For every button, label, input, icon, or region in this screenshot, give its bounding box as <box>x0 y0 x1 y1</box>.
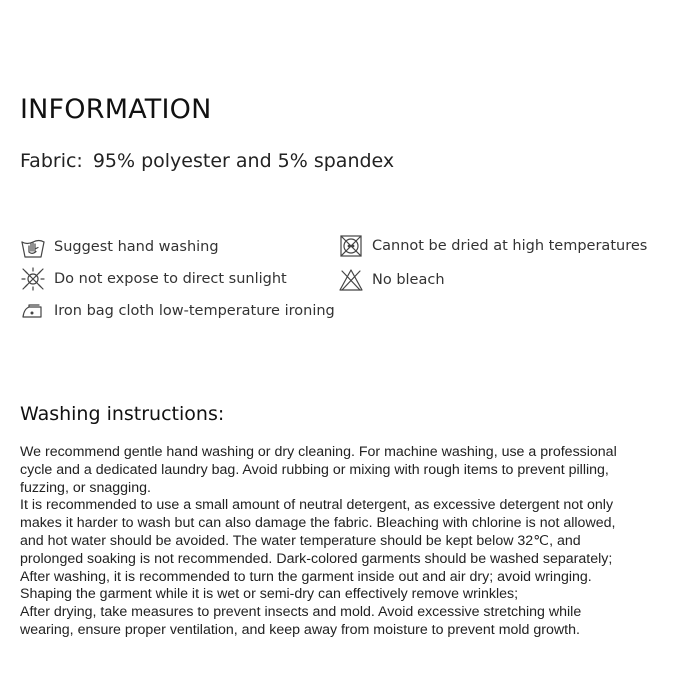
fabric-value: 95% polyester and 5% spandex <box>92 150 395 172</box>
care-item-no-tumble-dry <box>338 233 647 259</box>
paragraph-line: Shaping the garment while it is wet or semi-dry can effectively remove wrinkles; <box>20 586 519 603</box>
care-label: Suggest hand washing <box>54 239 219 255</box>
paragraph-line: makes it harder to wash but can also damage the fabric. Bleaching with chlorine is not allowed, <box>20 515 616 532</box>
page-title: INFORMATION <box>20 94 212 125</box>
care-label: Cannot be dried at high temperatures <box>372 238 648 254</box>
care-label: Iron bag cloth low-temperature ironing <box>54 303 335 319</box>
care-item-no-sunlight <box>20 266 287 292</box>
paragraph-line: fuzzing, or snagging. <box>20 479 151 496</box>
paragraph-line: After washing, it is recommended to turn the garment inside out and air dry; avoid wringing. <box>20 568 592 585</box>
no-sunlight-icon <box>20 266 46 292</box>
paragraph-line: and hot water should be avoided. The water temperature should be kept below 32℃, and <box>20 532 581 549</box>
care-item-no-bleach <box>338 267 445 293</box>
paragraph-line: cycle and a dedicated laundry bag. Avoid rubbing or mixing with rough items to prevent pilling, <box>20 461 609 478</box>
paragraph-line: wearing, ensure proper ventilation, and keep away from moisture to prevent mold growth. <box>20 621 580 638</box>
paragraph-line: prolonged soaking is not recommended. Dark-colored garments should be washed separately; <box>20 550 613 567</box>
paragraph-line: It is recommended to use a small amount of neutral detergent, as excessive detergent not only <box>20 497 614 514</box>
no-tumble-dry-icon <box>338 233 364 259</box>
care-item-hand-wash <box>20 234 219 260</box>
care-label: No bleach <box>372 272 445 288</box>
washing-instructions-body <box>20 444 684 640</box>
paragraph-line: After drying, take measures to prevent insects and mold. Avoid excessive stretching while <box>20 604 582 621</box>
hand-wash-icon <box>20 234 46 260</box>
washing-instructions-title: Washing instructions: <box>20 403 225 425</box>
low-temp-iron-icon <box>20 298 46 324</box>
no-bleach-icon <box>338 267 364 293</box>
care-label: Do not expose to direct sunlight <box>54 271 287 287</box>
fabric-info <box>20 150 394 172</box>
care-item-low-temp-iron <box>20 298 335 324</box>
paragraph-line: We recommend gentle hand washing or dry cleaning. For machine washing, use a professional <box>20 444 617 460</box>
fabric-label: Fabric: <box>20 150 83 172</box>
